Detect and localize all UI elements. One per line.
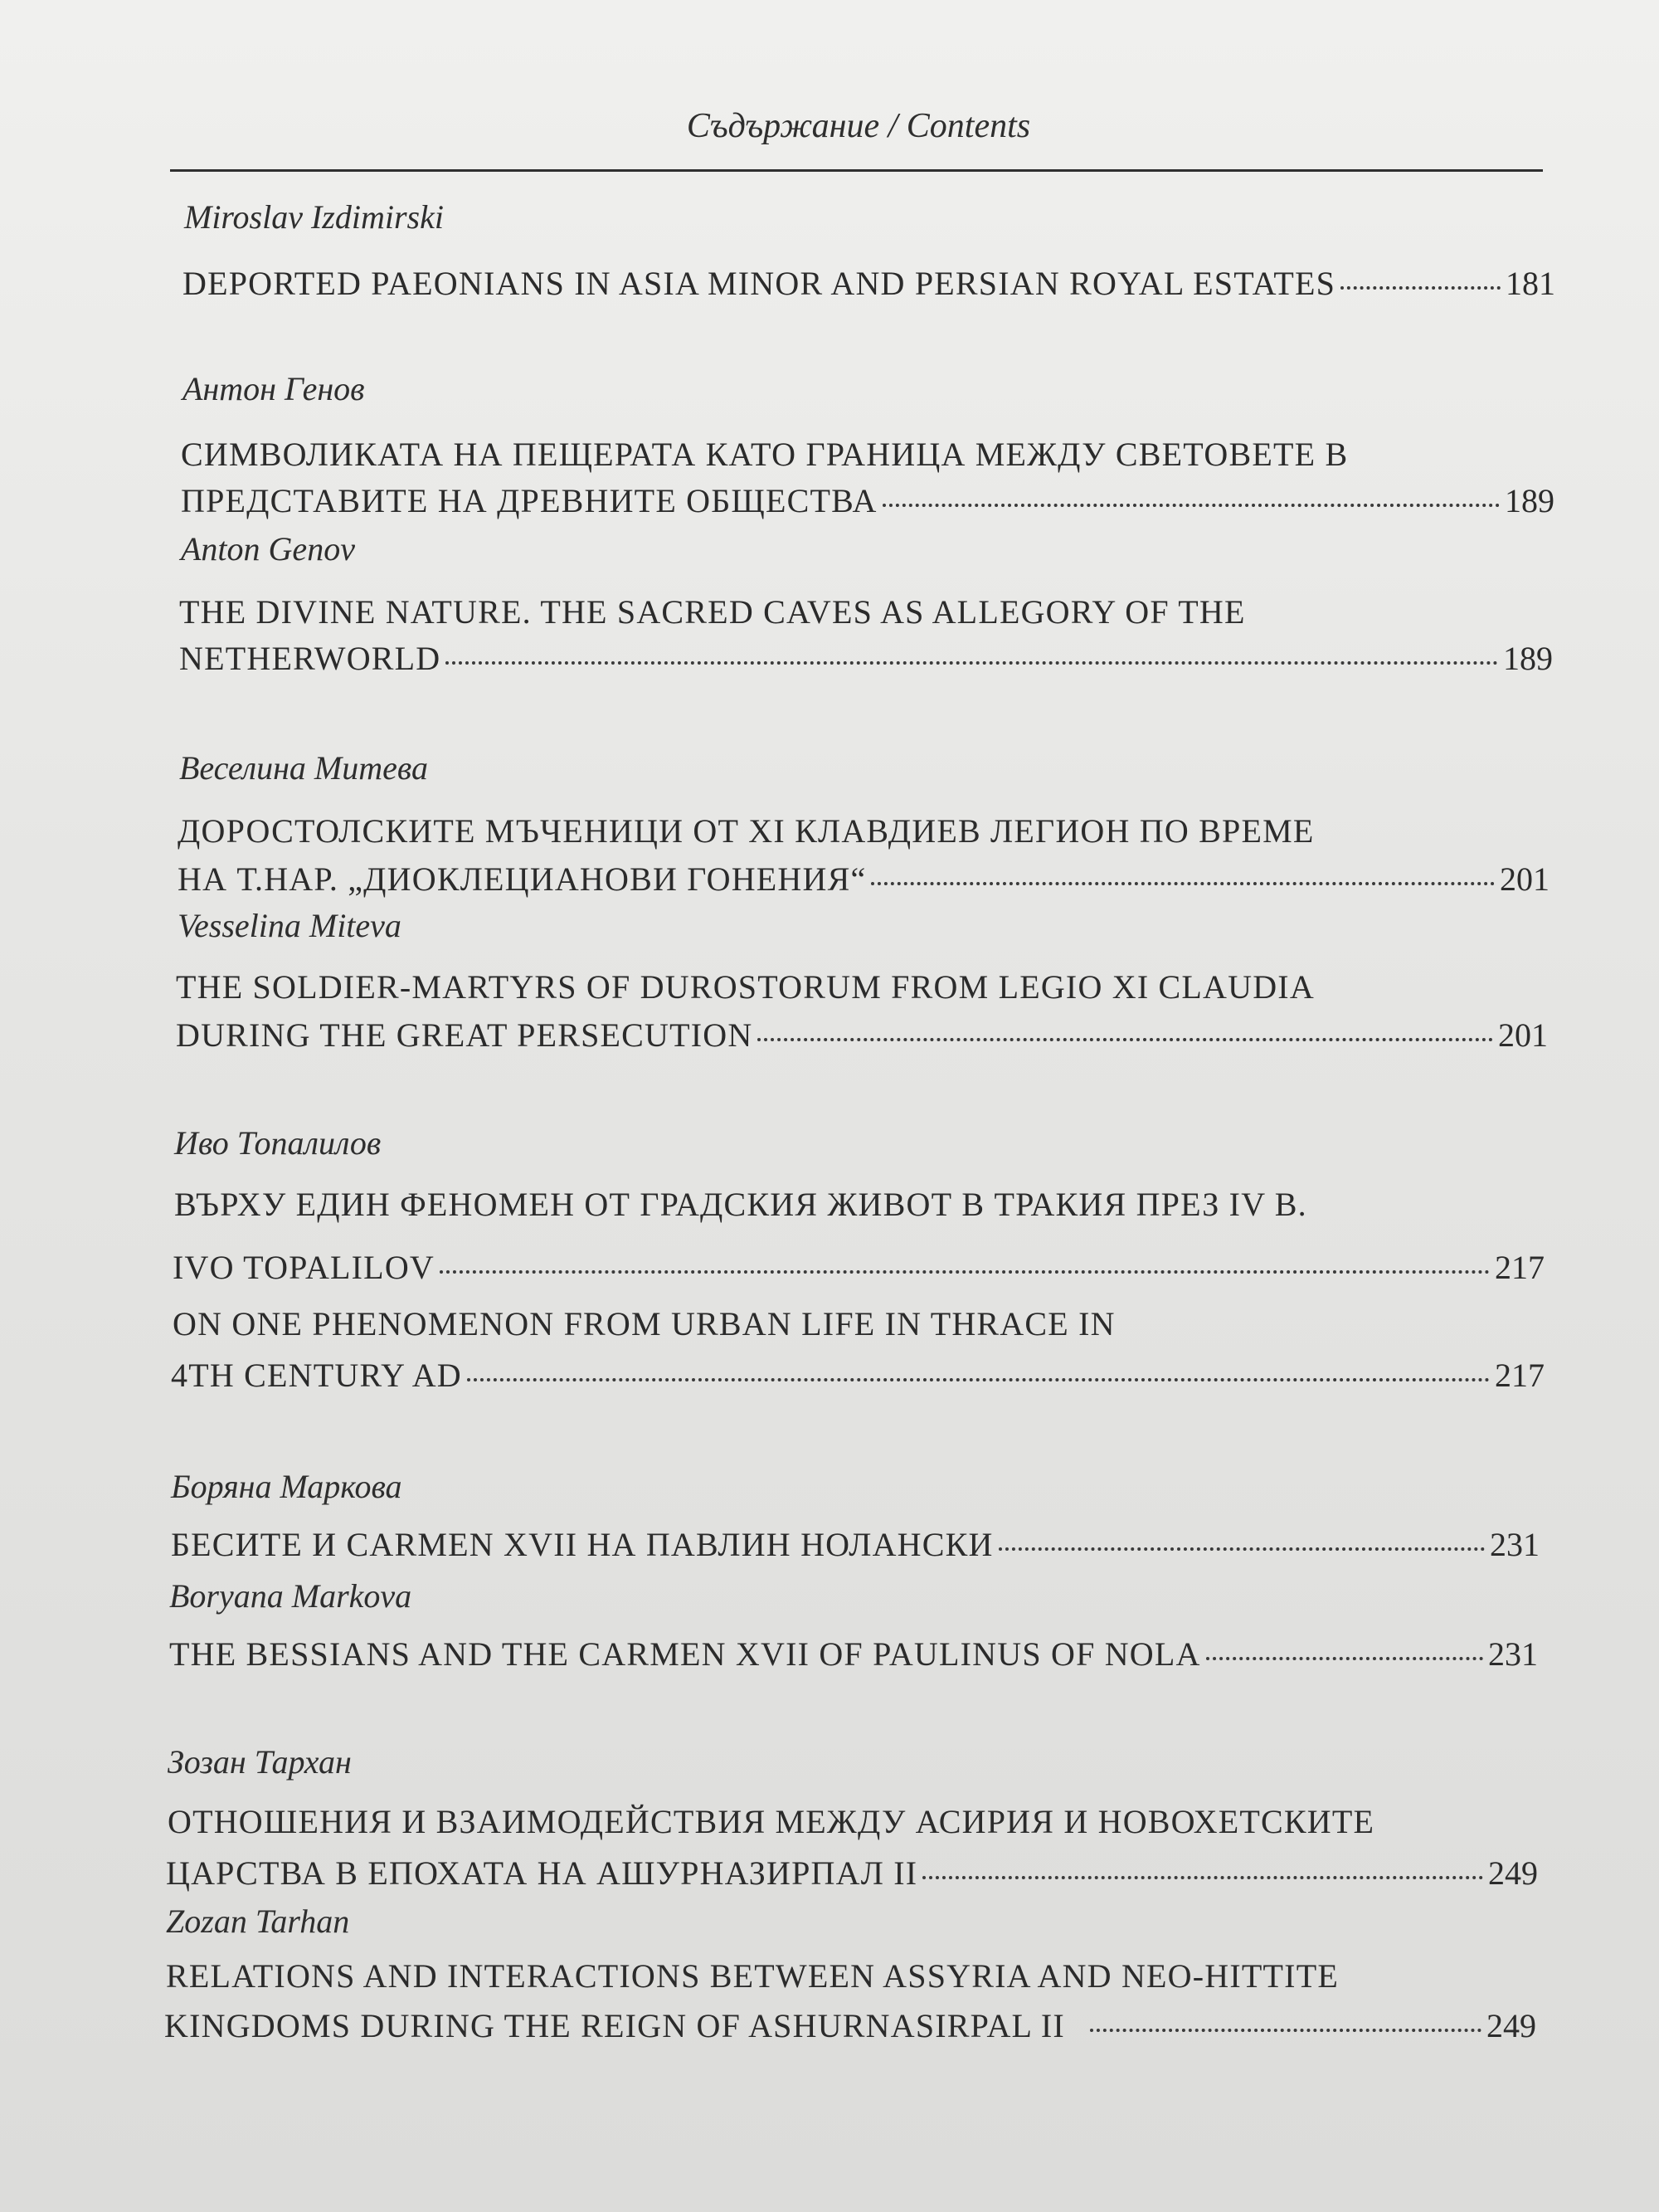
toc-title-with-page (181, 481, 1554, 520)
entry-title: DEPORTED PAEONIANS IN ASIA MINOR AND PERSIAN ROYAL ESTATES (182, 265, 1336, 302)
dot-leader (1206, 1657, 1483, 1660)
author-name-caps: IVO TOPALILOV (173, 1249, 435, 1286)
toc-title-with-page (166, 1854, 1538, 1893)
author-name: Иво Топалилов (174, 1124, 382, 1162)
entry-title: БЕСИТЕ И CARMEN XVII НА ПАВЛИН НОЛАНСКИ (171, 1526, 994, 1563)
entry-title: ДОРОСТОЛСКИТЕ МЪЧЕНИЦИ ОТ XI КЛАВДИЕВ ЛЕГИОН ПО ВРЕМЕ (178, 812, 1315, 850)
page-number: 201 (1500, 860, 1550, 898)
entry-title-continued: ПРЕДСТАВИТЕ НА ДРЕВНИТЕ ОБЩЕСТВА (181, 482, 878, 519)
page-number: 189 (1503, 640, 1553, 677)
dot-leader (883, 504, 1500, 507)
entry-title-continued: НА Т.НАР. „ДИОКЛЕЦИАНОВИ ГОНЕНИЯ“ (178, 860, 867, 898)
toc-title-with-page (179, 639, 1553, 678)
dot-leader (467, 1378, 1490, 1381)
dot-leader (1090, 2029, 1481, 2032)
dot-leader (440, 1270, 1490, 1274)
dot-leader (871, 882, 1495, 885)
dot-leader (922, 1876, 1483, 1879)
toc-title-with-page (178, 860, 1550, 899)
toc-title-with-page (176, 1016, 1548, 1055)
page-number: 181 (1506, 265, 1555, 302)
author-name: Зозан Тархан (168, 1743, 352, 1781)
page-number: 201 (1498, 1016, 1548, 1054)
toc-title-with-page (182, 264, 1555, 303)
page-number: 249 (1488, 1854, 1538, 1892)
author-name: Веселина Митева (179, 749, 428, 787)
entry-title-continued: KINGDOMS DURING THE REIGN OF ASHURNASIRPAL II (164, 2007, 1065, 2044)
author-name: Anton Genov (181, 530, 355, 568)
entry-title: THE SOLDIER-MARTYRS OF DUROSTORUM FROM LEGIO XI CLAUDIA (176, 968, 1315, 1006)
entry-title: THE BESSIANS AND THE CARMEN XVII OF PAULINUS OF NOLA (169, 1635, 1201, 1673)
dot-leader (757, 1038, 1493, 1041)
page-number: 189 (1505, 482, 1554, 519)
toc-title-with-page (173, 1248, 1545, 1287)
entry-title: СИМВОЛИКАТА НА ПЕЩЕРАТА КАТО ГРАНИЦА МЕЖДУ СВЕТОВЕТЕ В (181, 436, 1349, 473)
toc-title-with-page (164, 2006, 1536, 2045)
entry-title-continued: NETHERWORLD (179, 640, 441, 677)
author-name: Антон Генов (182, 370, 365, 407)
dot-leader (1340, 286, 1501, 290)
entry-title-continued: ЦАРСТВА В ЕПОХАТА НА АШУРНАЗИРПАЛ II (166, 1854, 918, 1892)
page-number: 249 (1486, 2007, 1536, 2044)
author-name: Boryana Markova (169, 1577, 412, 1615)
entry-title-en: ON ONE PHENOMENON FROM URBAN LIFE IN THRACE IN (173, 1305, 1116, 1342)
entry-title: THE DIVINE NATURE. THE SACRED CAVES AS ALLEGORY OF THE (179, 593, 1246, 631)
entry-title-en-continued: 4TH CENTURY AD (171, 1357, 462, 1394)
page-number: 231 (1488, 1635, 1538, 1673)
header-rule (170, 169, 1543, 172)
running-title: Съдържание / Contents (686, 107, 1031, 145)
author-name: Miroslav Izdimirski (184, 198, 444, 236)
toc-title-with-page (171, 1525, 1540, 1564)
author-name: Боряна Маркова (171, 1468, 402, 1505)
entry-title: RELATIONS AND INTERACTIONS BETWEEN ASSYRIA AND NEO-HITTITE (166, 1957, 1339, 1995)
page-number: 217 (1495, 1357, 1545, 1394)
toc-title-with-page (169, 1635, 1538, 1674)
author-name: Zozan Tarhan (166, 1903, 350, 1940)
dot-leader (999, 1547, 1485, 1551)
entry-title: ОТНОШЕНИЯ И ВЗАИМОДЕЙСТВИЯ МЕЖДУ АСИРИЯ И НОВОХЕТСКИТЕ (168, 1803, 1375, 1840)
entry-title: ВЪРХУ ЕДИН ФЕНОМЕН ОТ ГРАДСКИЯ ЖИВОТ В ТРАКИЯ ПРЕЗ IV В. (174, 1186, 1307, 1223)
dot-leader (445, 661, 1498, 665)
toc-title-with-page (171, 1356, 1545, 1395)
page-number: 231 (1490, 1526, 1540, 1563)
author-name: Vesselina Miteva (178, 907, 401, 944)
page-number: 217 (1495, 1249, 1545, 1286)
entry-title-continued: DURING THE GREAT PERSECUTION (176, 1016, 753, 1054)
